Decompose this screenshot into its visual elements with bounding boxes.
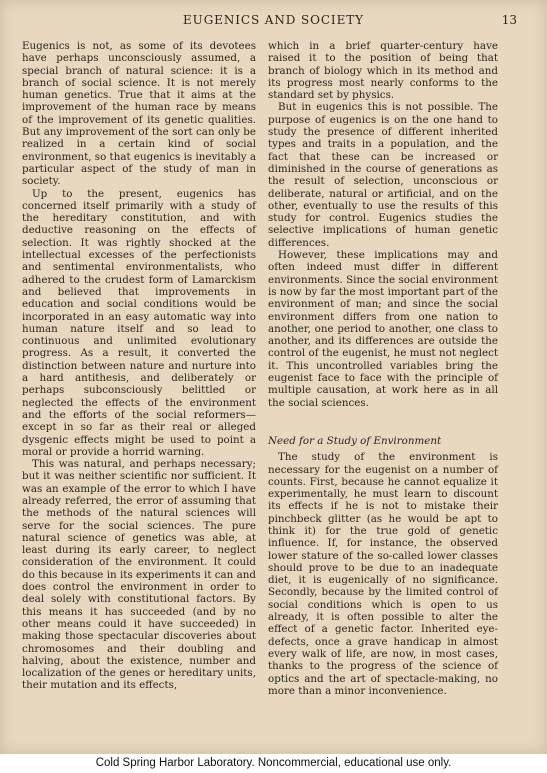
page-number: 13	[501, 13, 517, 27]
archive-credit: Cold Spring Harbor Laboratory. Noncommercial, educational use only.	[0, 754, 547, 773]
paragraph: However, these implications may and often indeed must differ in different environments. Since the social environment is now by far the most important part of the environment of man; and since the social environment differs from one nation to another, one period to another, one class to another, and its differences are outside the control of the eugenist, he must not neglect it. This uncontrolled variables bring the eugenist face to face with the principle of multiple causation, at work here as in all the social sciences.	[268, 249, 498, 409]
paragraph: This was natural, and perhaps necessary; but it was neither scientific nor sufficient. It was an example of the error to which I have already referred, the error of assuming that the methods of the natural sciences will serve for the social sciences. The pure natural science of genetics was able, at least during its early career, to neglect consideration of the environment. It could do this because in its experiments it can and does control the environment in order to deal solely with constitutional factors. By this means it has succeeded (and by no other means could it have succeeded) in making those spectacular discoveries about chromosomes and their doubling and halving, about the existence, number and localization of the genes or hereditary units, their mutation and its effects,	[22, 458, 256, 692]
paragraph: which in a brief quarter-century have raised it to the position of being that branch of biology which in its method and its progress most nearly conforms to the standard set by physics.	[268, 40, 498, 102]
paragraph: Eugenics is not, as some of its devotees have perhaps unconsciously assumed, a special branch of natural science: it is a branch of social science. It is not merely human genetics. True that it aims at the improvement of the human race by means of the improvement of its genetic qualities. But any improvement of the sort can only be realized in a certain kind of social environment, so that eugenics is inevitably a particular aspect of the study of man in society.	[22, 40, 256, 188]
page-header	[0, 12, 547, 28]
section-heading: Need for a Study of Environment	[268, 434, 442, 447]
paragraph: The study of the environment is necessary for the eugenist on a number of counts. First, because he cannot equalize it experimentally, he must learn to discount its effects if he is not to mistake their pinchbeck glitter (as he would be apt to think it) for the true gold of genetic influence. If, for instance, the observed lower stature of the so-called lower classes should prove to be due to an inadequate diet, it is eugenically of no significance. Secondly, because by the limited control of social conditions which is open to us already, it is often possible to alter the effect of a genetic factor. Inherited eye-defects, once a grave handicap in almost every walk of life, are now, in most cases, thanks to the progress of the science of optics and the art of spectacle-making, no more than a minor inconvenience.	[268, 451, 498, 697]
paragraph: Up to the present, eugenics has concerned itself primarily with a study of the hereditary constitution, and with deductive reasoning on the effects of selection. It was rightly shocked at the intellectual excesses of the perfectionists and sentimental environmentalists, who adhered to the crudest form of Lamarckism and believed that improvements in education and social conditions would be incorporated in an easy automatic way into human nature itself and so lead to continuous and unlimited evolutionary progress. As a result, it converted the distinction between nature and nurture into a hard antithesis, and deliberately or perhaps subconsciously belittled or neglected the effects of the environment and the efforts of the social reformers—except in so far as their real or alleged dysgenic effects might be used to point a moral or provide a horrid warning.	[22, 187, 256, 458]
right-text-column	[268, 40, 498, 697]
paragraph: But in eugenics this is not possible. The purpose of eugenics is on the one hand to study the presence of different inherited types and traits in a population, and the fact that these can be increased or diminished in the course of generations as the result of selection, unconscious or deliberate, natural or artificial, and on the other, eventually to use the results of this study for control. Eugenics studies the selective implications of human genetic differences.	[268, 101, 498, 249]
left-text-column	[22, 40, 256, 692]
running-title: EUGENICS AND SOCIETY	[183, 13, 364, 27]
